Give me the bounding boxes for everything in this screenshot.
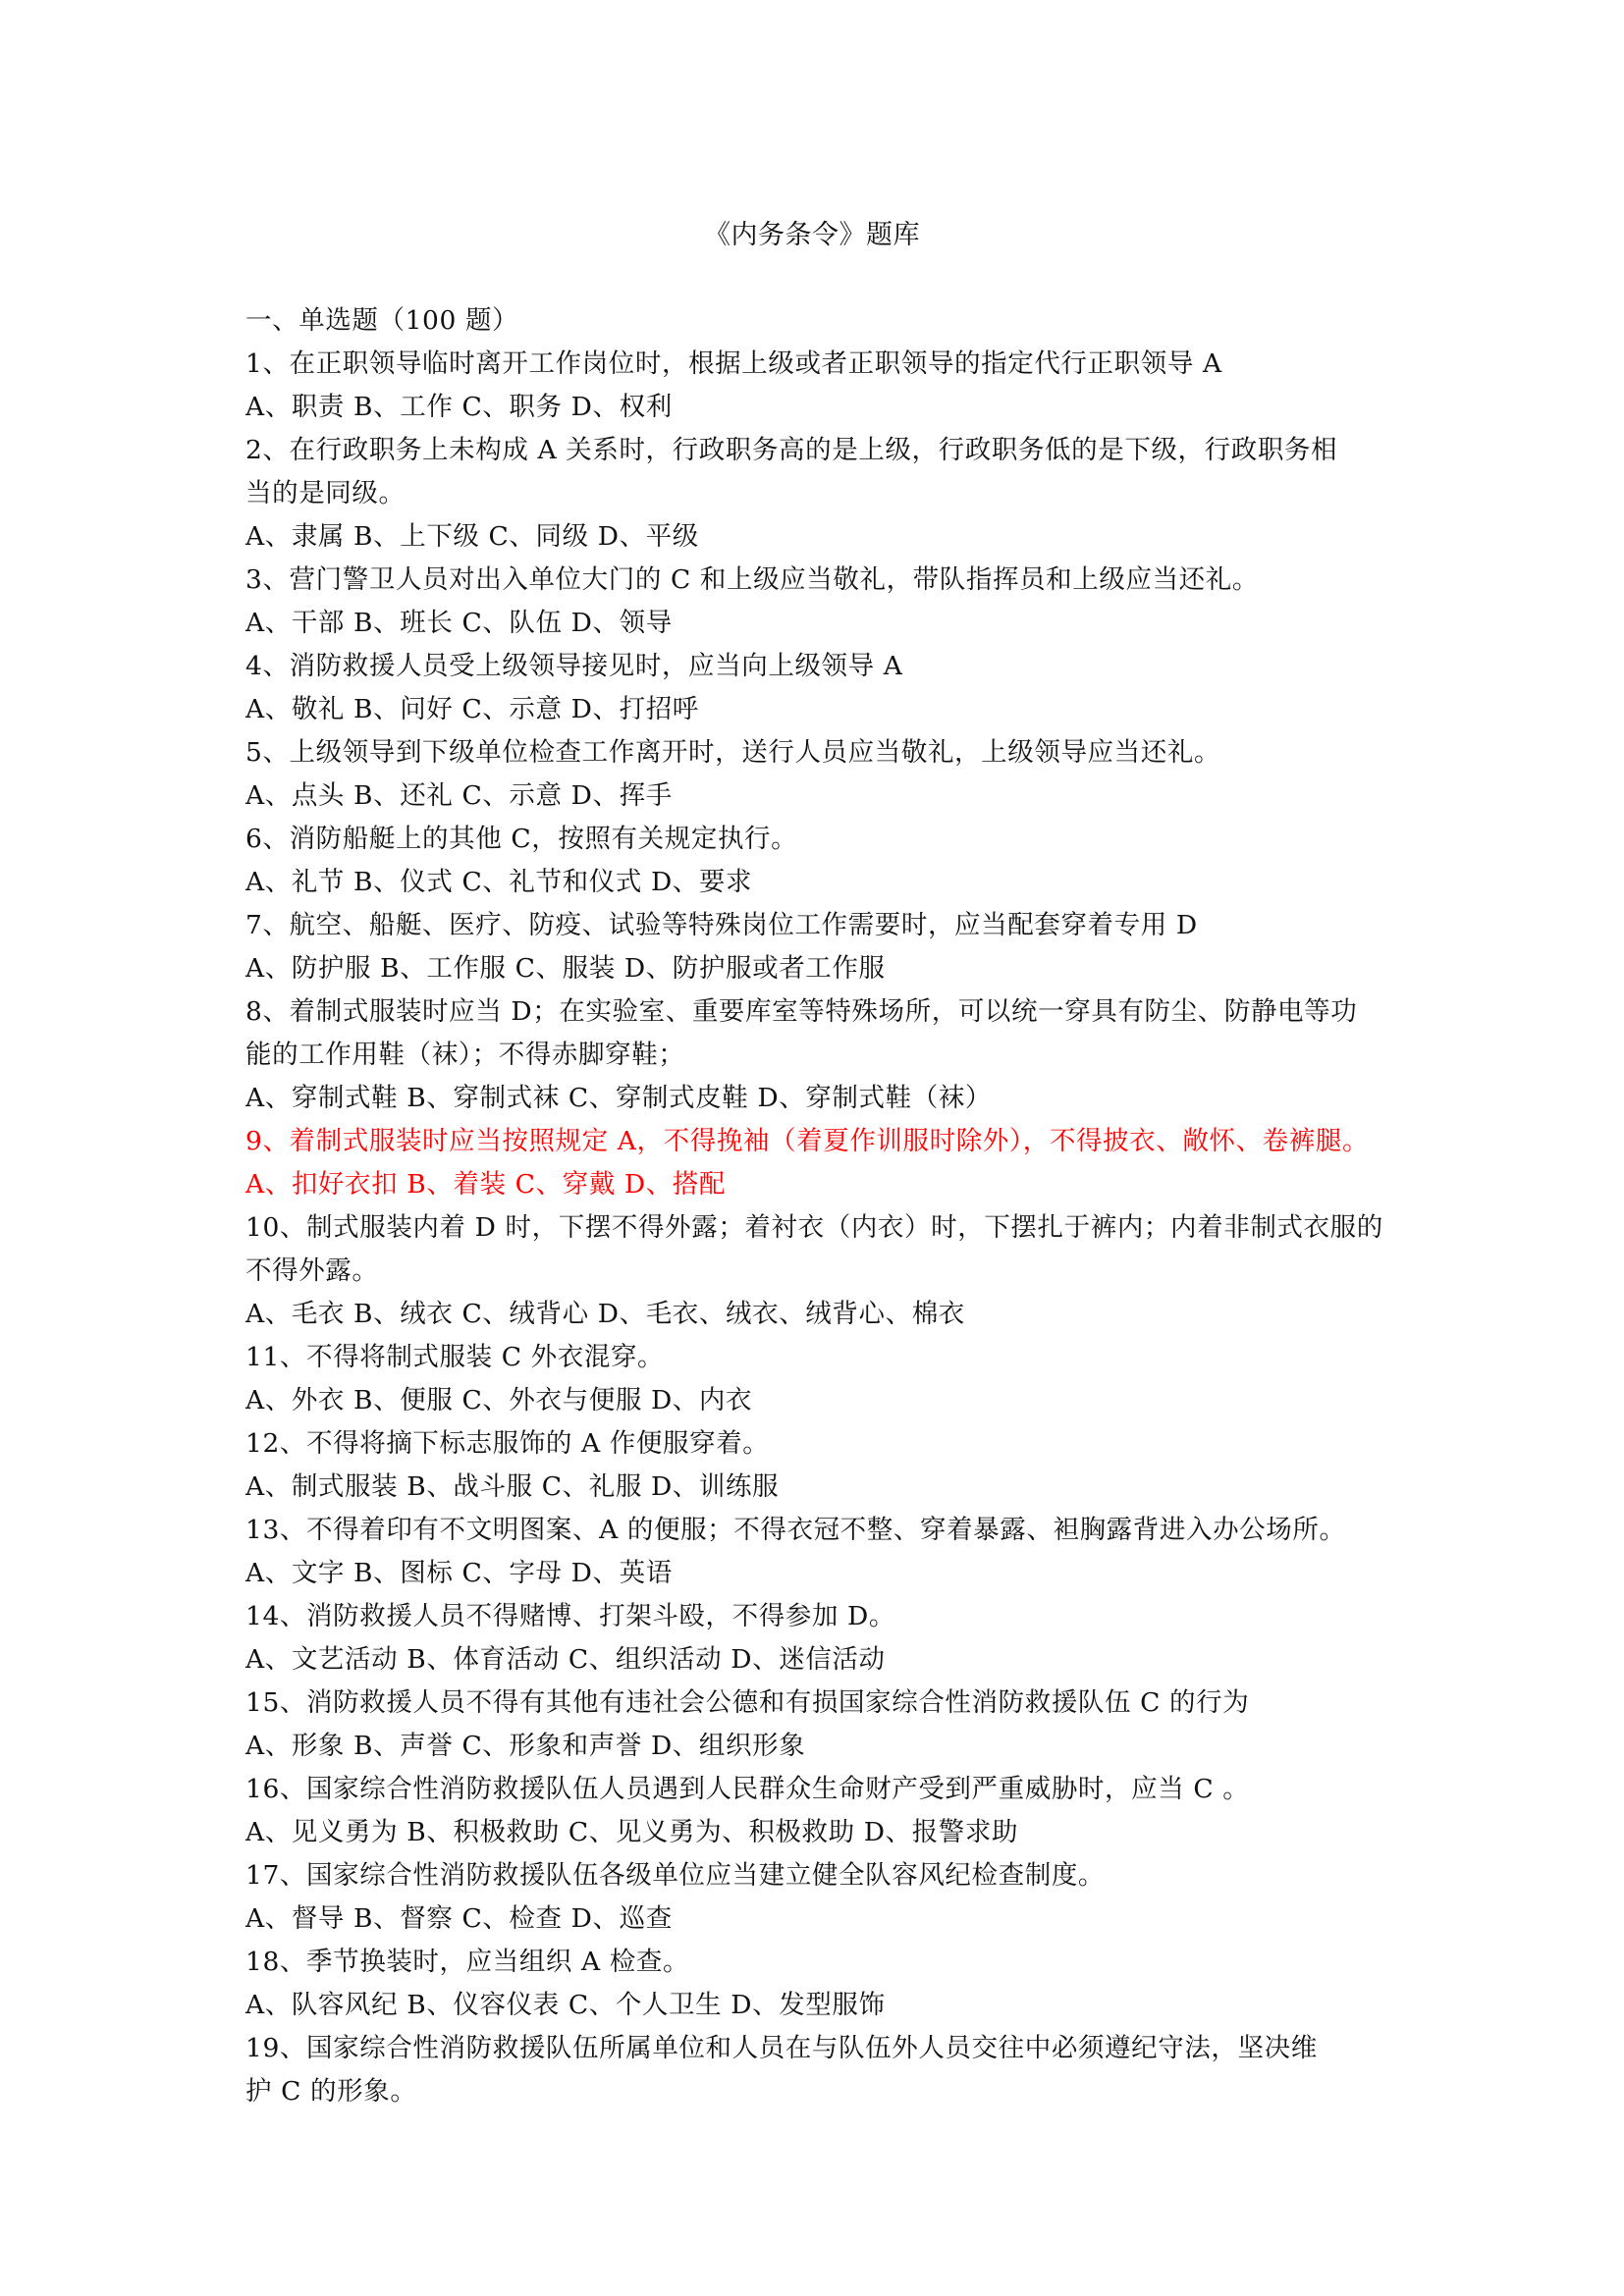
question-text-line: 护 C 的形象。 [245,2076,417,2107]
answer-options-line: A、制式服装 B、战斗服 C、礼服 D、训练服 [245,1471,780,1502]
answer-options-line: A、干部 B、班长 C、队伍 D、领导 [245,608,673,638]
answer-options-line: A、队容风纪 B、仪容仪表 C、个人卫生 D、发型服饰 [245,1990,886,2020]
question-text-line: 19、国家综合性消防救援队伍所属单位和人员在与队伍外人员交往中必须遵纪守法，坚决维 [245,2033,1318,2063]
answer-options-line: A、文艺活动 B、体育活动 C、组织活动 D、迷信活动 [245,1644,886,1675]
answer-options-line: A、形象 B、声誉 C、形象和声誉 D、组织形象 [245,1731,806,1761]
answer-options-line: A、毛衣 B、绒衣 C、绒背心 D、毛衣、绒衣、绒背心、棉衣 [245,1299,965,1329]
question-text-line: 18、季节换装时，应当组织 A 检查。 [245,1947,690,1977]
answer-options-line: A、督导 B、督察 C、检查 D、巡查 [245,1903,673,1934]
question-text-line: 3、营门警卫人员对出入单位大门的 C 和上级应当敬礼，带队指挥员和上级应当还礼。 [245,564,1259,595]
answer-options-line: A、隶属 B、上下级 C、同级 D、平级 [245,521,699,552]
answer-options-line: A、扣好衣扣 B、着装 C、穿戴 D、搭配 [245,1169,727,1200]
question-text-line: 不得外露。 [245,1255,379,1286]
question-text-line: 9、着制式服装时应当按照规定 A，不得挽袖（着夏作训服时除外），不得披衣、敞怀、卷裤腿。 [245,1126,1370,1156]
question-text-line: 5、上级领导到下级单位检查工作离开时，送行人员应当敬礼，上级领导应当还礼。 [245,737,1221,768]
answer-options-line: A、职责 B、工作 C、职务 D、权利 [245,392,673,422]
question-text-line: 11、不得将制式服装 C 外衣混穿。 [245,1342,665,1372]
question-text-line: 2、在行政职务上未构成 A 关系时，行政职务高的是上级，行政职务低的是下级，行政职务相 [245,435,1338,465]
question-text-line: 12、不得将摘下标志服饰的 A 作便服穿着。 [245,1428,770,1459]
question-text-line: 13、不得着印有不文明图案、A 的便服；不得衣冠不整、穿着暴露、袒胸露背进入办公场所。 [245,1515,1346,1545]
answer-options-line: A、穿制式鞋 B、穿制式袜 C、穿制式皮鞋 D、穿制式鞋（袜） [245,1083,993,1113]
answer-options-line: A、点头 B、还礼 C、示意 D、挥手 [245,780,673,811]
question-lines [245,343,1394,2113]
answer-options-line: A、敬礼 B、问好 C、示意 D、打招呼 [245,694,699,724]
question-text-line: 17、国家综合性消防救援队伍各级单位应当建立健全队容风纪检查制度。 [245,1860,1106,1891]
document-title: 《内务条令》题库 [704,220,920,250]
question-text-line: 能的工作用鞋（袜）；不得赤脚穿鞋； [245,1040,685,1070]
question-text-line: 10、制式服装内着 D 时，下摆不得外露；着衬衣（内衣）时，下摆扎于裤内；内着非制式衣服的 [245,1212,1383,1243]
question-text-line: 4、消防救援人员受上级领导接见时，应当向上级领导 A [245,651,903,681]
answer-options-line: A、文字 B、图标 C、字母 D、英语 [245,1558,673,1588]
question-text-line: 当的是同级。 [245,478,406,508]
question-text-line: 7、航空、船艇、医疗、防疫、试验等特殊岗位工作需要时，应当配套穿着专用 D [245,910,1198,940]
section-heading: 一、单选题（100 题） [245,305,519,336]
question-text-line: 14、消防救援人员不得赌博、打架斗殴，不得参加 D。 [245,1601,895,1631]
answer-options-line: A、防护服 B、工作服 C、服装 D、防护服或者工作服 [245,953,886,984]
answer-options-line: A、见义勇为 B、积极救助 C、见义勇为、积极救助 D、报警求助 [245,1817,1019,1847]
answer-options-line: A、外衣 B、便服 C、外衣与便服 D、内衣 [245,1385,753,1415]
question-text-line: 8、着制式服装时应当 D；在实验室、重要库室等特殊场所，可以统一穿具有防尘、防静电等功 [245,996,1358,1027]
answer-options-line: A、礼节 B、仪式 C、礼节和仪式 D、要求 [245,867,753,897]
question-text-line: 16、国家综合性消防救援队伍人员遇到人民群众生命财产受到严重威胁时，应当 C 。 [245,1774,1250,1804]
question-text-line: 1、在正职领导临时离开工作岗位时，根据上级或者正职领导的指定代行正职领导 A [245,348,1222,379]
question-text-line: 15、消防救援人员不得有其他有违社会公德和有损国家综合性消防救援队伍 C 的行为 [245,1687,1250,1718]
question-list [245,299,1394,2113]
question-text-line: 6、消防船艇上的其他 C，按照有关规定执行。 [245,824,798,854]
